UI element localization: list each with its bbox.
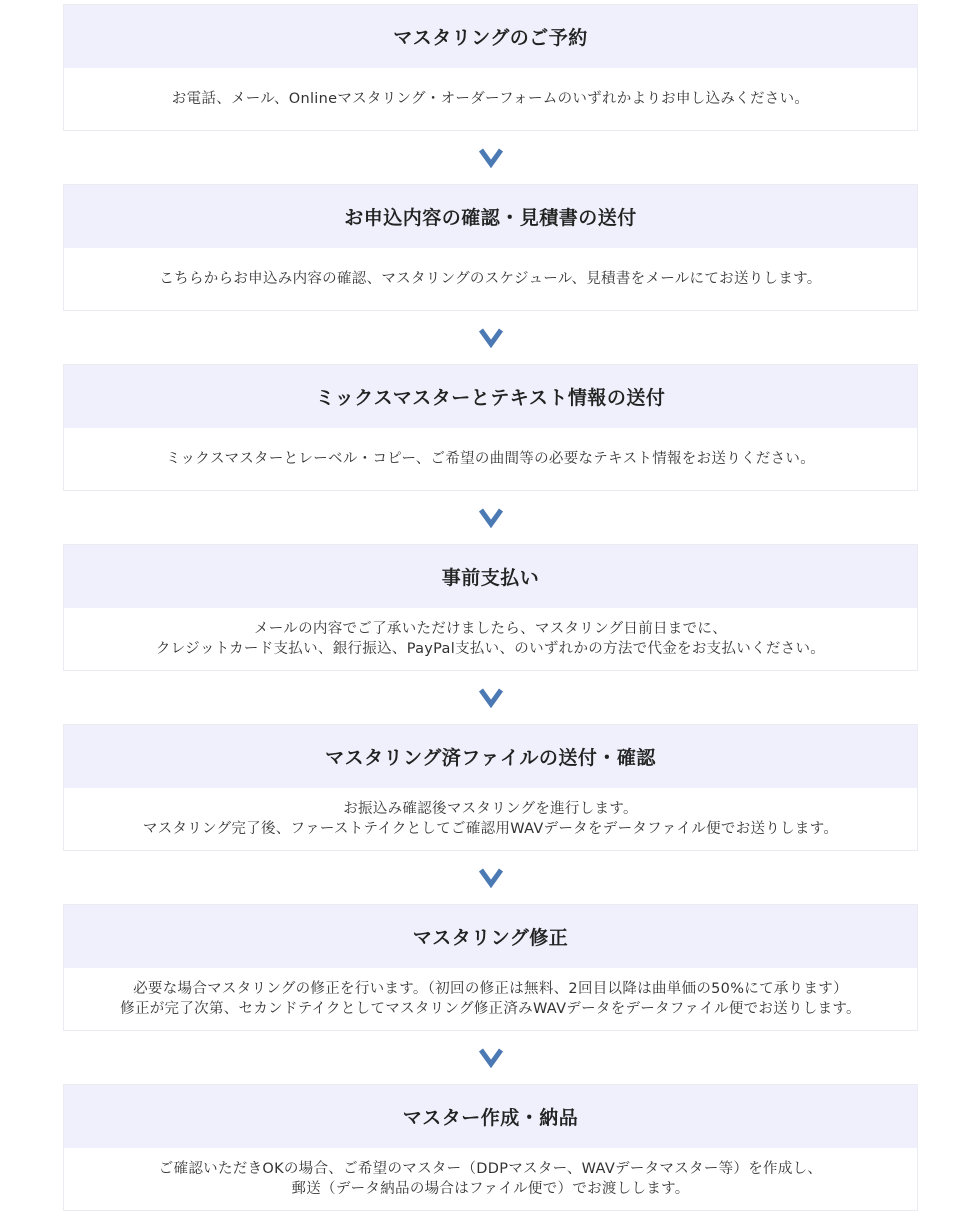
step-description-line: 郵送（データ納品の場合はファイル便で）でお渡しします。 bbox=[291, 1181, 690, 1197]
step-description-line: マスタリング完了後、ファーストテイクとしてご確認用WAVデータをデータファイル便でお送りします。 bbox=[142, 821, 839, 837]
step-title: マスター作成・納品 bbox=[64, 1085, 917, 1148]
step-send-mix-master bbox=[63, 364, 918, 491]
step-description-line: メールの内容でご了承いただけましたら、マスタリング日前日までに、 bbox=[253, 621, 728, 637]
order-flow bbox=[63, 4, 918, 1211]
step-description bbox=[64, 68, 917, 130]
step-title: ミックスマスターとテキスト情報の送付 bbox=[64, 365, 917, 428]
step-description-line: クレジットカード支払い、銀行振込、PayPal支払い、のいずれかの方法で代金をお支払いください。 bbox=[155, 641, 826, 657]
step-description bbox=[64, 248, 917, 310]
step-description bbox=[64, 608, 917, 670]
chevron-down-icon bbox=[63, 1031, 918, 1084]
chevron-down-icon bbox=[63, 491, 918, 544]
step-master-delivery bbox=[63, 1084, 918, 1211]
step-description bbox=[64, 428, 917, 490]
step-description-line: 必要な場合マスタリングの修正を行います。（初回の修正は無料、2回目以降は曲単価の50%にて承ります） bbox=[133, 981, 848, 997]
chevron-down-icon bbox=[63, 131, 918, 184]
step-description-line: お振込み確認後マスタリングを進行します。 bbox=[343, 801, 638, 817]
chevron-down-icon bbox=[63, 311, 918, 364]
step-mastering-revision bbox=[63, 904, 918, 1031]
step-description bbox=[64, 968, 917, 1030]
step-description bbox=[64, 1148, 917, 1210]
step-description-line: ご確認いただきOKの場合、ご希望のマスター（DDPマスター、WAVデータマスター等）を作成し、 bbox=[158, 1161, 823, 1177]
step-prepayment bbox=[63, 544, 918, 671]
step-description-line: 修正が完了次第、セカンドテイクとしてマスタリング修正済みWAVデータをデータファイル便でお送りします。 bbox=[120, 1001, 861, 1017]
step-title: マスタリング修正 bbox=[64, 905, 917, 968]
chevron-down-icon bbox=[63, 671, 918, 724]
step-title: マスタリング済ファイルの送付・確認 bbox=[64, 725, 917, 788]
step-description bbox=[64, 788, 917, 850]
step-title: 事前支払い bbox=[64, 545, 917, 608]
step-title: マスタリングのご予約 bbox=[64, 5, 917, 68]
step-description-line: ミックスマスターとレーベル・コピー、ご希望の曲間等の必要なテキスト情報をお送りください。 bbox=[165, 451, 816, 467]
step-title: お申込内容の確認・見積書の送付 bbox=[64, 185, 917, 248]
step-description-line: こちらからお申込み内容の確認、マスタリングのスケジュール、見積書をメールにてお送りします。 bbox=[159, 271, 822, 287]
step-reservation bbox=[63, 4, 918, 131]
step-send-mastered-file bbox=[63, 724, 918, 851]
chevron-down-icon bbox=[63, 851, 918, 904]
step-description-line: お電話、メール、Onlineマスタリング・オーダーフォームのいずれかよりお申し込みください。 bbox=[171, 91, 810, 107]
step-confirmation-estimate bbox=[63, 184, 918, 311]
